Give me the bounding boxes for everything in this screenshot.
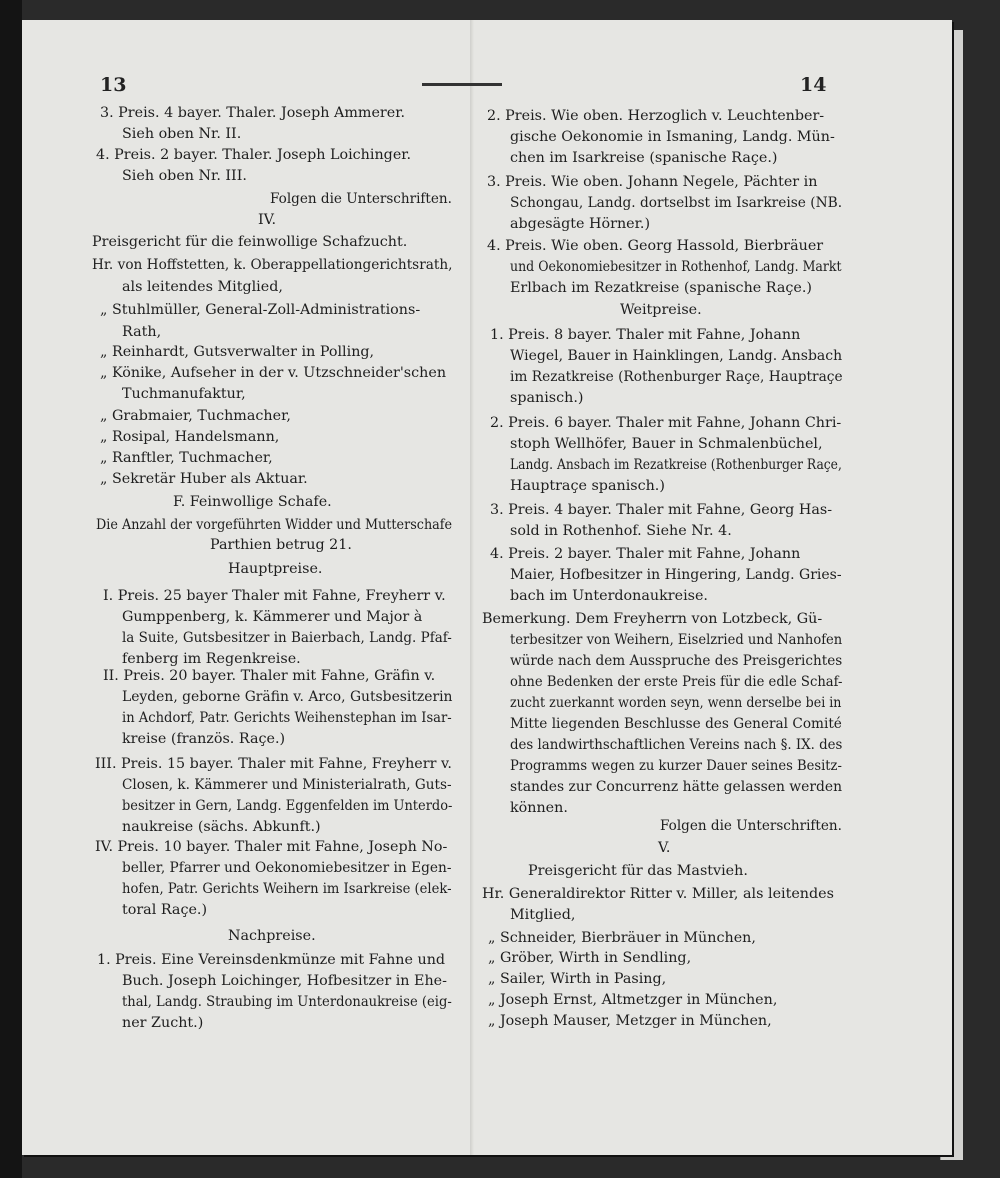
left-text-line: „ Sekretär Huber als Aktuar. bbox=[100, 471, 308, 487]
page-number-left: 13 bbox=[100, 74, 127, 96]
right-text-line: 3. Preis. 4 bayer. Thaler mit Fahne, Georg Has- bbox=[490, 502, 833, 518]
right-text-line: „ Gröber, Wirth in Sendling, bbox=[488, 950, 692, 966]
left-text-line: toral Raçe.) bbox=[122, 902, 208, 918]
left-text-line: „ Reinhardt, Gutsverwalter in Polling, bbox=[100, 344, 375, 360]
left-text-line: Nachpreise. bbox=[228, 928, 316, 944]
left-text-line: Gumppenberg, k. Kämmerer und Major à bbox=[122, 609, 423, 625]
right-text-line: sold in Rothenhof. Siehe Nr. 4. bbox=[510, 523, 732, 539]
left-text-line: thal, Landg. Straubing im Unterdonaukreise (eig- bbox=[122, 994, 452, 1010]
left-text-line: „ Rosipal, Handelsmann, bbox=[100, 429, 280, 445]
left-text-line: IV. Preis. 10 bayer. Thaler mit Fahne, Joseph No- bbox=[95, 839, 448, 855]
book-gutter bbox=[470, 20, 474, 1155]
left-text-line: hofen, Patr. Gerichts Weihern im Isarkreise (elek- bbox=[122, 881, 452, 897]
right-text-line: gische Oekonomie in Ismaning, Landg. Mün- bbox=[510, 129, 835, 145]
right-text-line: „ Joseph Mauser, Metzger in München, bbox=[488, 1013, 772, 1029]
left-text-line: Rath, bbox=[122, 324, 162, 340]
right-text-line: würde nach dem Ausspruche des Preisgerichtes bbox=[510, 653, 843, 669]
right-text-line: Preisgericht für das Mastvieh. bbox=[528, 863, 748, 879]
left-text-line: Hauptpreise. bbox=[228, 561, 323, 577]
page-number-right: 14 bbox=[800, 74, 827, 96]
right-text-line: Erlbach im Rezatkreise (spanische Raçe.) bbox=[510, 280, 812, 296]
left-text-line: Folgen die Unterschriften. bbox=[270, 191, 452, 207]
right-text-line: Maier, Hofbesitzer in Hingering, Landg. Gries- bbox=[510, 567, 842, 583]
left-text-line: Tuchmanufaktur, bbox=[122, 386, 246, 402]
right-text-line: spanisch.) bbox=[510, 390, 584, 406]
left-text-line: „ Stuhlmüller, General-Zoll-Administrations- bbox=[100, 302, 421, 318]
right-text-line: Schongau, Landg. dortselbst im Isarkreise (NB. bbox=[510, 195, 843, 211]
right-text-line: 1. Preis. 8 bayer. Thaler mit Fahne, Johann bbox=[490, 327, 801, 343]
left-text-line: F. Feinwollige Schafe. bbox=[173, 494, 332, 510]
scan-border bbox=[0, 0, 22, 1178]
right-text-line: 3. Preis. Wie oben. Johann Negele, Pächter in bbox=[487, 174, 818, 190]
left-text-line: Parthien betrug 21. bbox=[210, 537, 352, 553]
left-text-line: „ Grabmaier, Tuchmacher, bbox=[100, 408, 291, 424]
right-text-line: „ Joseph Ernst, Altmetzger in München, bbox=[488, 992, 778, 1008]
left-text-line: Buch. Joseph Loichinger, Hofbesitzer in Ehe- bbox=[122, 973, 447, 989]
right-text-line: Hr. Generaldirektor Ritter v. Miller, als leitendes bbox=[482, 886, 834, 902]
left-text-line: ner Zucht.) bbox=[122, 1015, 204, 1031]
right-text-line: V. bbox=[658, 840, 671, 856]
left-text-line: besitzer in Gern, Landg. Eggenfelden im Unterdo- bbox=[122, 798, 453, 814]
right-text-line: im Rezatkreise (Rothenburger Raçe, Hauptraçe bbox=[510, 369, 843, 385]
right-text-line: Wiegel, Bauer in Hainklingen, Landg. Ansbach bbox=[510, 348, 843, 364]
right-text-line: des landwirthschaftlichen Vereins nach §. IX. des bbox=[510, 737, 843, 753]
right-text-line: „ Schneider, Bierbräuer in München, bbox=[488, 930, 756, 946]
left-text-line: „ Könike, Aufseher in der v. Utzschneider'schen bbox=[100, 365, 447, 381]
right-text-line: ohne Bedenken der erste Preis für die edle Schaf- bbox=[510, 674, 843, 690]
right-text-line: Mitte liegenden Beschlusse des General Comité bbox=[510, 716, 842, 732]
left-text-line: Leyden, geborne Gräfin v. Arco, Gutsbesitzerin bbox=[122, 689, 453, 705]
left-text-line: 1. Preis. Eine Vereinsdenkmünze mit Fahne und bbox=[97, 952, 446, 968]
right-text-line: 4. Preis. 2 bayer. Thaler mit Fahne, Johann bbox=[490, 546, 801, 562]
right-text-line: terbesitzer von Weihern, Eiselzried und Nanhofen bbox=[510, 632, 843, 648]
right-text-line: Bemerkung. Dem Freyherrn von Lotzbeck, Gü- bbox=[482, 611, 823, 627]
left-text-line: in Achdorf, Patr. Gerichts Weihenstephan im Isar- bbox=[122, 710, 452, 726]
right-text-line: stoph Wellhöfer, Bauer in Schmalenbüchel, bbox=[510, 436, 823, 452]
left-text-line: 3. Preis. 4 bayer. Thaler. Joseph Ammerer. bbox=[100, 105, 406, 121]
right-text-line: bach im Unterdonaukreise. bbox=[510, 588, 708, 604]
left-text-line: IV. bbox=[258, 212, 277, 228]
right-text-line: Hauptraçe spanisch.) bbox=[510, 478, 665, 494]
left-text-line: II. Preis. 20 bayer. Thaler mit Fahne, Gräfin v. bbox=[103, 668, 436, 684]
left-text-line: Preisgericht für die feinwollige Schafzucht. bbox=[92, 234, 408, 250]
right-text-line: zucht zuerkannt worden seyn, wenn derselbe bei in bbox=[510, 695, 842, 711]
right-text-line: Programms wegen zu kurzer Dauer seines Besitz- bbox=[510, 758, 842, 774]
right-text-line: 4. Preis. Wie oben. Georg Hassold, Bierbräuer bbox=[487, 238, 824, 254]
left-text-line: „ Ranftler, Tuchmacher, bbox=[100, 450, 273, 466]
left-text-line: Sieh oben Nr. III. bbox=[122, 168, 247, 184]
right-text-line: abgesägte Hörner.) bbox=[510, 216, 651, 232]
right-text-line: Folgen die Unterschriften. bbox=[660, 818, 842, 834]
left-text-line: I. Preis. 25 bayer Thaler mit Fahne, Freyherr v. bbox=[103, 588, 446, 604]
right-text-line: Weitpreise. bbox=[620, 302, 702, 318]
right-text-line: 2. Preis. 6 bayer. Thaler mit Fahne, Johann Chri- bbox=[490, 415, 842, 431]
left-text-line: fenberg im Regenkreise. bbox=[122, 651, 301, 667]
left-text-line: la Suite, Gutsbesitzer in Baierbach, Landg. Pfaf- bbox=[122, 630, 452, 646]
right-text-line: chen im Isarkreise (spanische Raçe.) bbox=[510, 150, 778, 166]
left-text-line: kreise (französ. Raçe.) bbox=[122, 731, 286, 747]
left-text-line: naukreise (sächs. Abkunft.) bbox=[122, 819, 321, 835]
right-text-line: standes zur Concurrenz hätte gelassen werden bbox=[510, 779, 843, 795]
left-text-line: Die Anzahl der vorgeführten Widder und Mutterschafe bbox=[96, 517, 453, 533]
left-text-line: beller, Pfarrer und Oekonomiebesitzer in Egen- bbox=[122, 860, 452, 876]
left-text-line: Hr. von Hoffstetten, k. Oberappellationgerichtsrath, bbox=[92, 257, 453, 273]
header-rule bbox=[422, 83, 502, 86]
right-text-line: und Oekonomiebesitzer in Rothenhof, Landg. Markt bbox=[510, 259, 842, 275]
right-text-line: 2. Preis. Wie oben. Herzoglich v. Leuchtenber- bbox=[487, 108, 825, 124]
right-text-line: können. bbox=[510, 800, 568, 816]
left-text-line: als leitendes Mitglied, bbox=[122, 279, 283, 295]
left-text-line: Closen, k. Kämmerer und Ministerialrath, Guts- bbox=[122, 777, 452, 793]
left-text-line: III. Preis. 15 bayer. Thaler mit Fahne, Freyherr v. bbox=[95, 756, 452, 772]
right-text-line: „ Sailer, Wirth in Pasing, bbox=[488, 971, 667, 987]
right-text-line: Mitglied, bbox=[510, 907, 576, 923]
left-text-line: 4. Preis. 2 bayer. Thaler. Joseph Loichinger. bbox=[96, 147, 412, 163]
right-text-line: Landg. Ansbach im Rezatkreise (Rothenburger Raçe, bbox=[510, 457, 842, 473]
left-text-line: Sieh oben Nr. II. bbox=[122, 126, 242, 142]
